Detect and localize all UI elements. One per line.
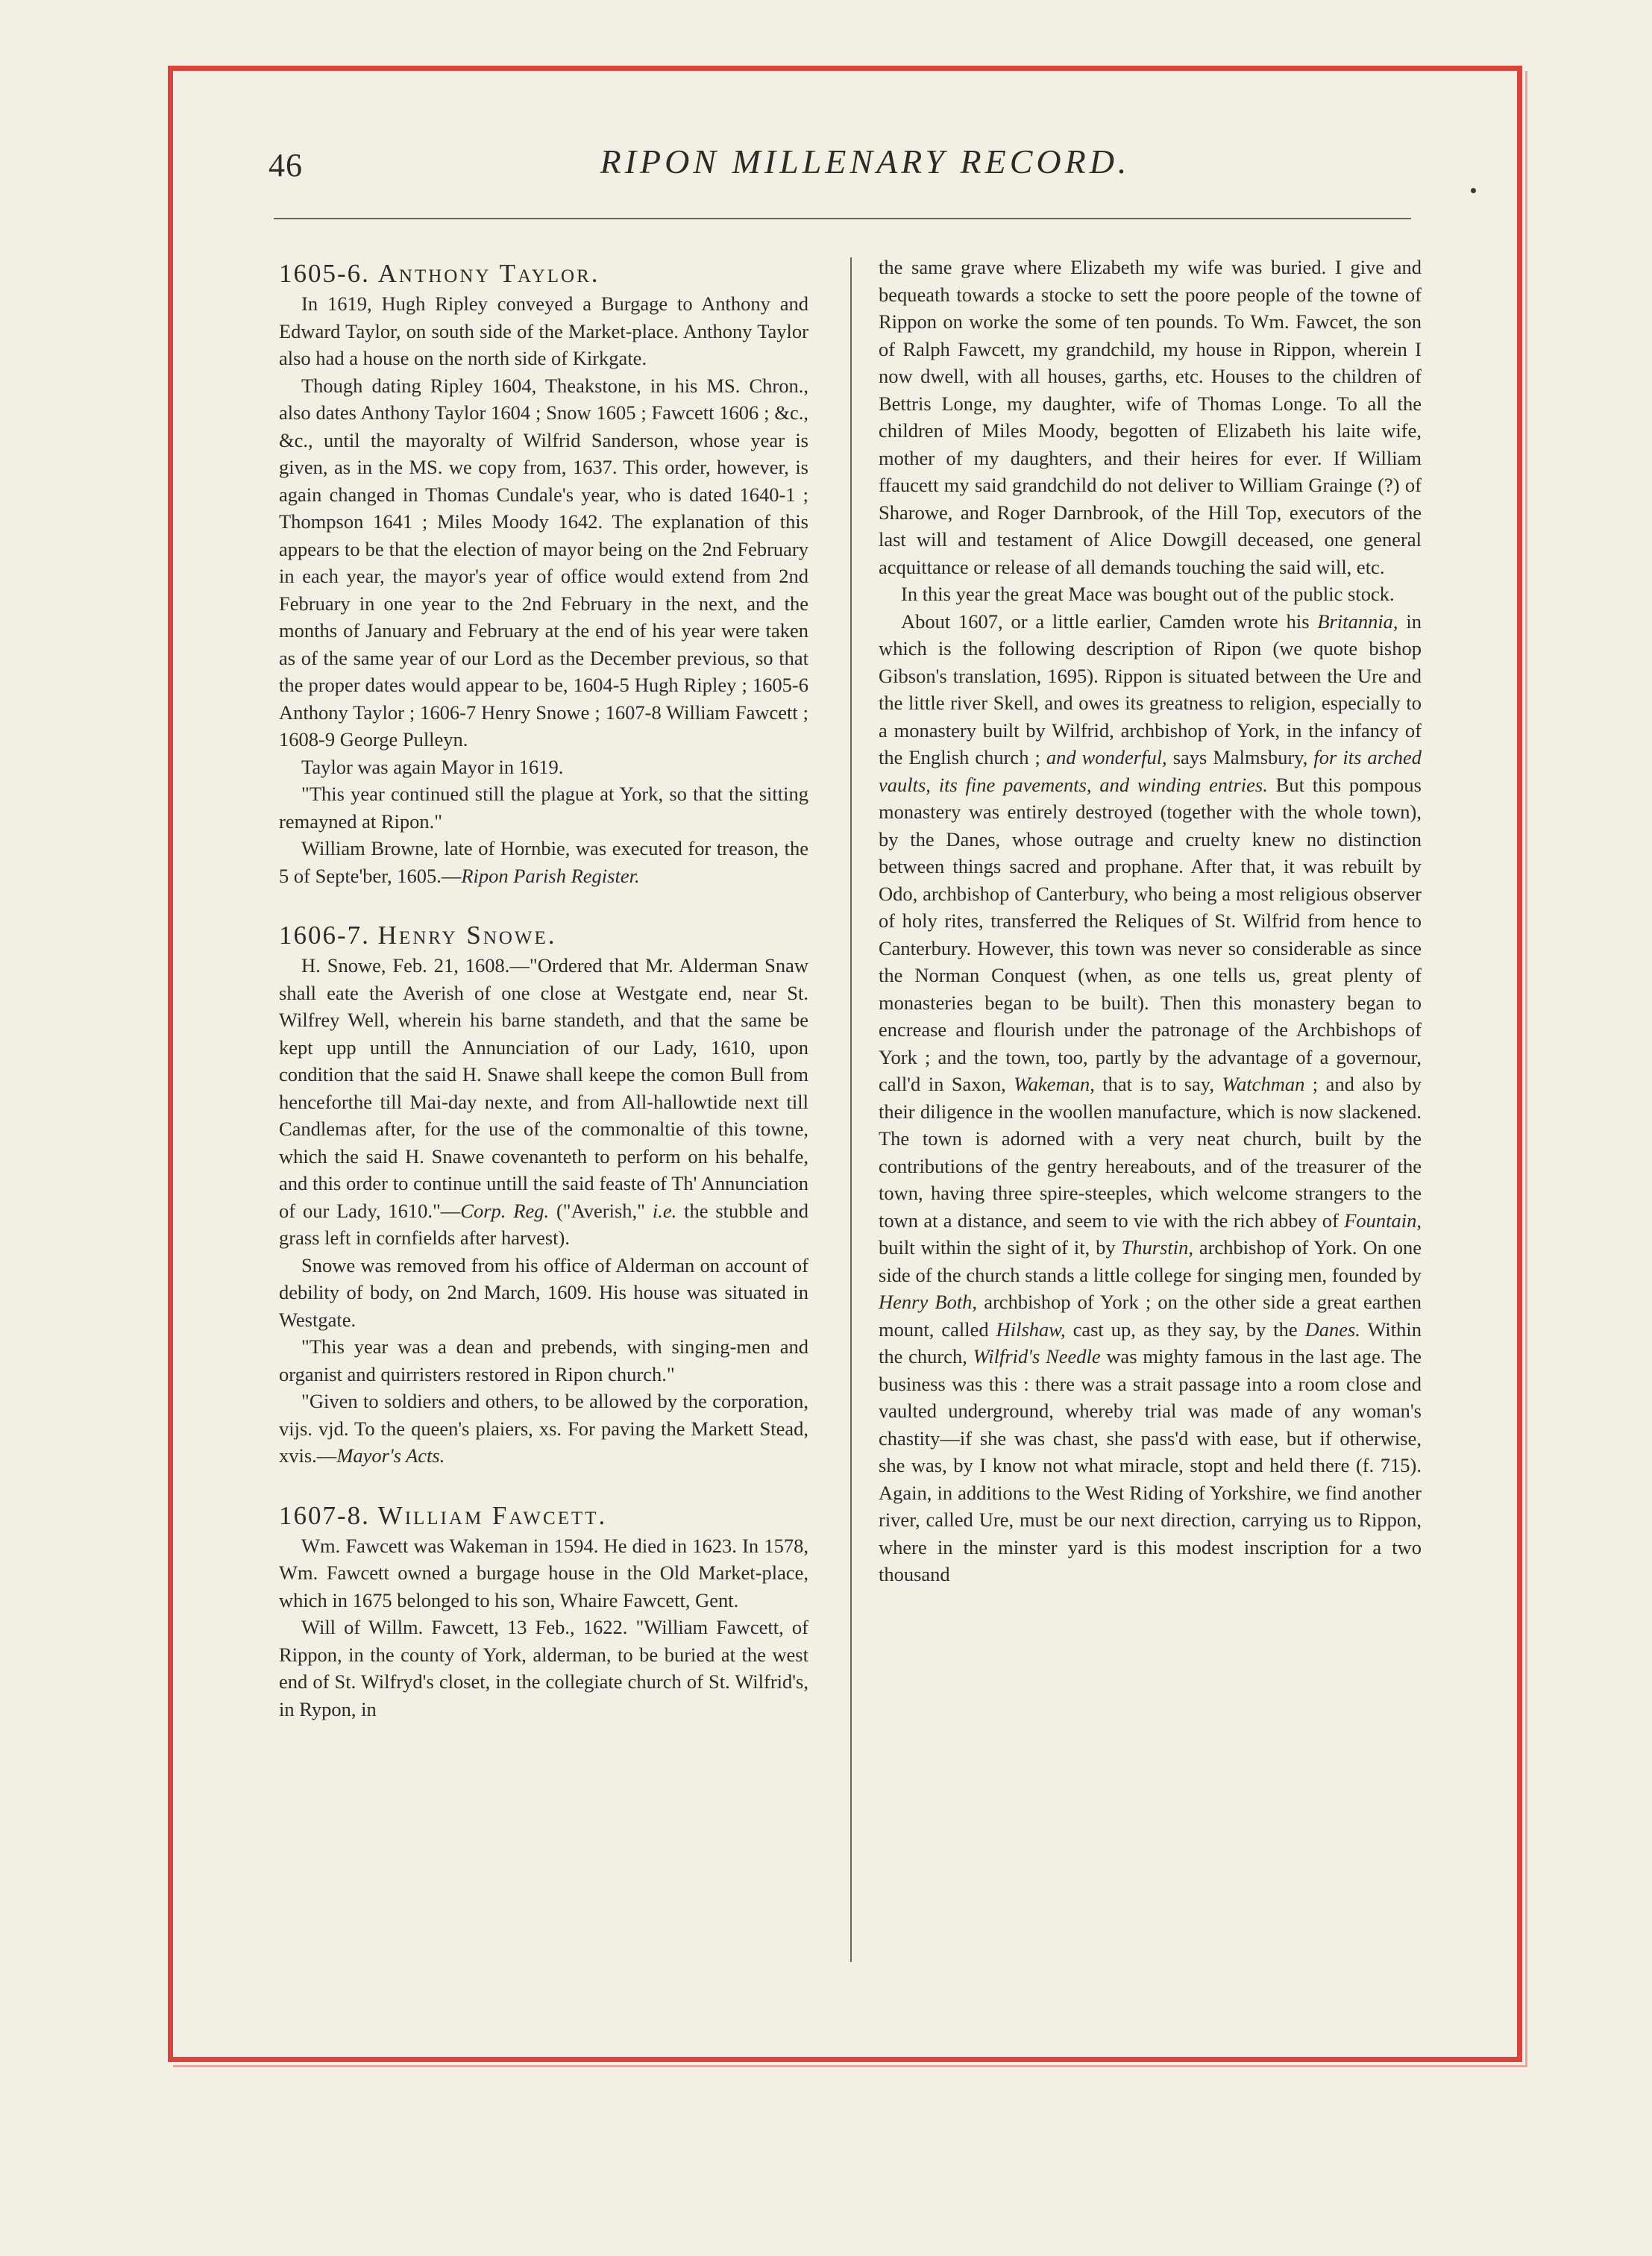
paragraph-text: archbishop of York. On one side of the church stands a little college for singing men, founded by <box>879 1236 1422 1286</box>
paragraph-text: About 1607, or a little earlier, Camden wrote his <box>901 610 1318 633</box>
paragraph-text: "Given to soldiers and others, to be allowed by the corporation, vijs. vjd. To the queen's plaiers, xs. For paving the Markett Stead, xvis.— <box>279 1390 808 1467</box>
paragraph: "This year was a dean and prebends, with singing-men and organist and quirristers restored in Ripon church." <box>279 1335 808 1385</box>
ink-dot <box>1471 188 1476 193</box>
italic-quote: and wonderful, <box>1046 746 1167 768</box>
paragraph <box>279 1388 808 1470</box>
paragraph-text: in which is the following description of Ripon (we quote bishop Gibson's translation, 1695). Rippon is situated between the Ure and the little river Skell, and owes its greatness to religion, especially to a monastery built by Wilfrid, archbishop of York, in the infancy of the English church ; <box>879 610 1422 768</box>
entry-name: William Fawcett. <box>377 1500 608 1530</box>
entry-heading <box>279 1500 808 1532</box>
paragraph-text: archbishop of York ; on the other side a great earthen mount, called <box>879 1291 1422 1341</box>
paragraph: Will of Willm. Fawcett, 13 Feb., 1622. "William Fawcett, of Rippon, in the county of York, alderman, to be buried at the west end of St. Wilfryd's closet, in the collegiate church of St. Wilfrid's, in Rypon, in <box>279 1616 808 1720</box>
paragraph: "This year continued still the plague at York, so that the sitting remayned at Ripon." <box>279 783 808 833</box>
entry-heading <box>279 257 808 290</box>
running-title: RIPON MILLENARY RECORD. <box>600 142 1131 181</box>
paragraph-text: built within the sight of it, by <box>879 1236 1122 1259</box>
paragraph: In this year the great Mace was bought out of the public stock. <box>901 583 1395 605</box>
paragraph-text: ("Averish," <box>549 1199 653 1222</box>
source-citation: Ripon Parish Register. <box>461 864 640 887</box>
abbreviation: i.e. <box>652 1199 677 1222</box>
entry-year: 1605-6. <box>279 259 370 288</box>
paragraph: the same grave where Elizabeth my wife was buried. I give and bequeath towards a stocke to sett the poore people of the towne of Rippon on worke the some of ten pounds. To Wm. Fawcet, the son of Ralph Fawcett, my grandchild, my house in Rippon, wherein I now dwell, with all houses, garths, etc. Houses to the children of Bettris Longe, my daughter, wife of Thomas Longe. To all the children of Miles Moody, begotten of Elizabeth his laite wife, mother of my daughters, and their heires for ever. If William ffaucett my said grandchild do not deliver to William Grainge (?) of Sharowe, and Roger Darnbrook, of the Hill Top, executors of the last will and testament of Alice Dowgill deceased, one general acquittance or release of all demands touching the said will, etc. <box>879 256 1422 578</box>
paragraph: Though dating Ripley 1604, Theakstone, in his MS. Chron., also dates Anthony Taylor 1604 ; Snow 1605 ; Fawcett 1606 ; &c., &c., until the mayoralty of Wilfrid Sanderson, whose year is given, as in the MS. we copy from, 1637. This order, however, is again changed in Thomas Cundale's year, who is dated 1640-1 ; Thompson 1641 ; Miles Moody 1642. The explanation of this appears to be that the election of mayor being on the 2nd February in each year, the mayor's year of office would extend from 2nd February in one year to the 2nd February in the next, and the months of January and February at the end of his year were taken as of the same year of our Lord as the December previous, so that the proper dates would appear to be, 1604-5 Hugh Ripley ; 1605-6 Anthony Taylor ; 1606-7 Henry Snowe ; 1607-8 William Fawcett ; 1608-9 George Pulleyn. <box>279 374 808 751</box>
left-column <box>279 257 808 1723</box>
column-rule <box>850 257 852 1962</box>
paragraph: In 1619, Hugh Ripley conveyed a Burgage to Anthony and Edward Taylor, on south side of the Market-place. Anthony Taylor also had a house on the north side of Kirkgate. <box>279 292 808 369</box>
header-rule <box>274 218 1411 219</box>
paragraph <box>279 952 808 1252</box>
paragraph-text: was mighty famous in the last age. The business was this : there was a strait passage into a room close and vaulted underground, whereby trial was made of any woman's chastity—if she was chast, she pass'd with ease, but if otherwise, she was, by I know not what miracle, stopt and held there (f. 715). Again, in additions to the West Riding of Yorkshire, we find another river, called Ure, must be our next direction, carrying us to Rippon, where in the minster yard is this modest inscription for a two thousand <box>879 1345 1422 1585</box>
italic-term: Henry Both, <box>879 1291 978 1313</box>
italic-term: Watchman <box>1222 1073 1305 1095</box>
paragraph <box>279 835 808 889</box>
spacer <box>279 889 808 919</box>
source-citation: Mayor's Acts. <box>336 1444 445 1467</box>
entry-name: Anthony Taylor. <box>377 259 600 288</box>
italic-term: Wakeman, <box>1014 1073 1095 1095</box>
spacer <box>279 1470 808 1500</box>
italic-term: Danes. <box>1304 1317 1360 1341</box>
italic-term: Wilfrid's Needle <box>973 1345 1101 1367</box>
paragraph-text: Within the church, <box>879 1317 1422 1367</box>
paragraph: Wm. Fawcett was Wakeman in 1594. He died in 1623. In 1578, Wm. Fawcett owned a burgage house in the Old Market-place, which in 1675 belonged to his son, Whaire Fawcett, Gent. <box>279 1534 808 1611</box>
entry-year: 1607-8. <box>279 1500 370 1530</box>
italic-term: Thurstin, <box>1121 1236 1193 1259</box>
paragraph <box>879 608 1422 1588</box>
paragraph-text: cast up, as they say, by the <box>1065 1317 1305 1341</box>
source-citation: Corp. Reg. <box>460 1199 550 1222</box>
paragraph-text: the stubble and grass left in cornfields after harvest). <box>279 1199 809 1249</box>
paragraph: Snowe was removed from his office of Alderman on account of debility of body, on 2nd March, 1609. His house was situated in Westgate. <box>279 1253 808 1331</box>
italic-title: Britannia, <box>1317 610 1398 633</box>
paragraph-text: William Browne, late of Hornbie, was executed for treason, the 5 of Septe'ber, 1605.— <box>279 837 808 887</box>
entry-year: 1606-7. <box>279 921 370 950</box>
paragraph-text: H. Snowe, Feb. 21, 1608.—"Ordered that Mr. Alderman Snaw shall eate the Averish of one close at Westgate end, near St. Wilfrey Well, wherein his barne standeth, and that the same be kept upp untill the Annunciation of our Lady, 1610, upon condition that the said H. Snawe shall keepe the comon Bull from henceforthe till Mai-day nexte, and from All-hallowtide next till Candlemas after, for the use of the commonaltie of this towne, which the said H. Snawe covenanteth to perform on his behalfe, and this order to continue untill the said feaste of Th' Annunciation of our Lady, 1610."— <box>279 954 808 1222</box>
italic-term: Fountain, <box>1344 1209 1422 1232</box>
paragraph: Taylor was again Mayor in 1619. <box>301 755 564 778</box>
page-number: 46 <box>268 147 303 184</box>
paragraph-text: says Malmsbury, <box>1166 746 1314 768</box>
right-column <box>879 254 1422 1588</box>
italic-term: Hilshaw, <box>996 1317 1066 1341</box>
entry-name: Henry Snowe. <box>377 921 557 950</box>
entry-heading <box>279 919 808 952</box>
paragraph-text: But this pompous monastery was entirely destroyed (together with the whole town), by the Danes, whose outrage and cruelty knew no distinction between things sacred and prophane. After that, it was rebuilt by Odo, archbishop of Canterbury, who being a most religious observer of holy rites, transferred the Reliques of St. Wilfrid from hence to Canterbury. However, this town was never so considerable as since the Norman Conquest (when, as one tells us, great plenty of monasteries began to be built). Then this monastery began to encrease and flourish under the patronage of the Archbishops of York ; and the town, too, partly by the advantage of a governour, call'd in Saxon, <box>879 773 1422 1095</box>
paragraph-text: ; and also by their diligence in the woollen manufacture, which is now slackened. The town is adorned with a very neat church, built by the contributions of the gentry hereabouts, and of the treasurer of the town, having three spire-steeples, which welcome strangers to the town at a distance, and seem to vie with the rich abbey of <box>879 1073 1422 1232</box>
paragraph-text: that is to say, <box>1094 1073 1222 1095</box>
italic-quote: for its arched vaults, its fine pavements, and winding entries. <box>879 746 1422 796</box>
